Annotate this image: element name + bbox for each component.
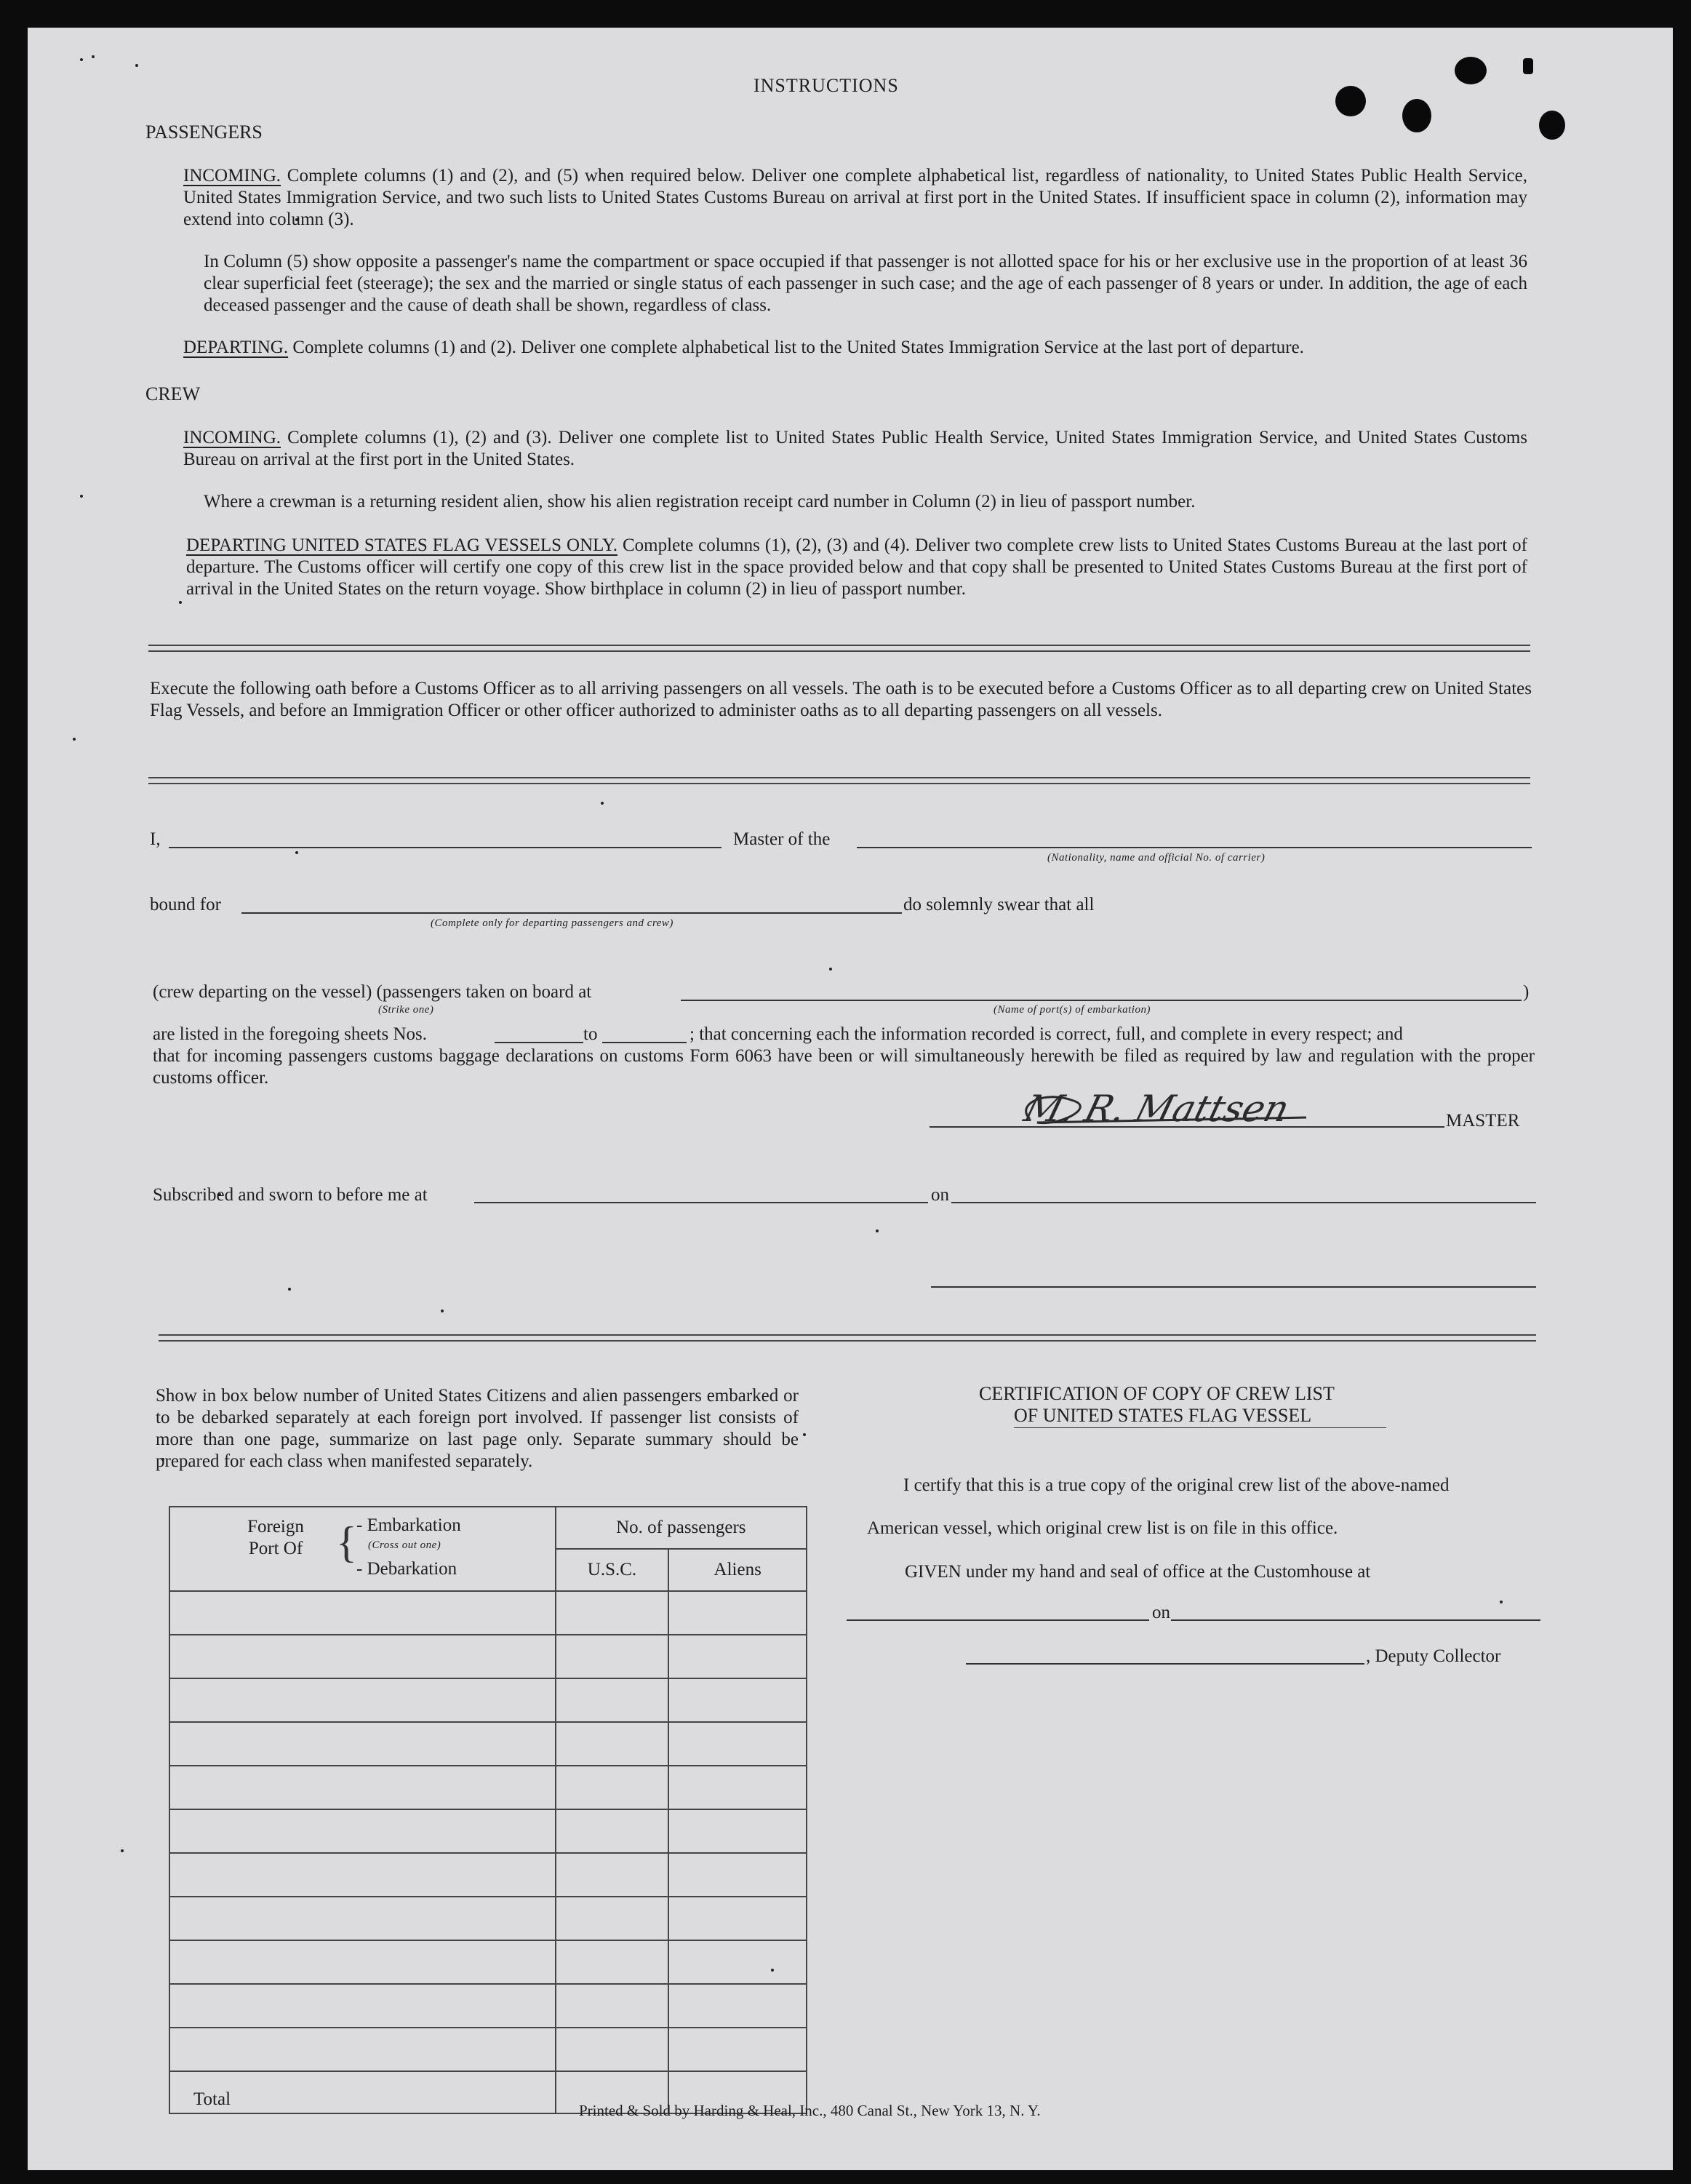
officer-signature-field[interactable] <box>931 1286 1536 1288</box>
usc-header: U.S.C. <box>556 1549 669 1591</box>
speck <box>441 1310 444 1312</box>
sworn-place-field[interactable] <box>474 1202 928 1203</box>
port-cell[interactable] <box>169 2028 556 2071</box>
aliens-cell[interactable] <box>668 2028 807 2071</box>
passengers-heading: PASSENGERS <box>145 121 263 143</box>
certification-on-label: on <box>1152 1603 1170 1622</box>
usc-cell[interactable] <box>556 1897 669 1940</box>
crew-departing-paragraph <box>186 535 1527 600</box>
aliens-cell[interactable] <box>668 1766 807 1809</box>
sheet-from-field[interactable] <box>495 1042 583 1043</box>
aliens-header: Aliens <box>668 1549 807 1591</box>
crew-departing-text: (crew departing on the vessel) (passengers taken on board at <box>153 982 592 1002</box>
listed-to: to <box>583 1024 598 1044</box>
cross-out-caption: (Cross out one) <box>368 1539 441 1551</box>
certification-date-field[interactable] <box>1171 1619 1540 1621</box>
crew-incoming-paragraph <box>183 427 1527 471</box>
port-cell[interactable] <box>169 1722 556 1766</box>
sheet-to-field[interactable] <box>602 1042 687 1043</box>
speck <box>876 1230 879 1232</box>
subscribed-label: Subscribed and sworn to before me at <box>153 1185 428 1205</box>
section-divider <box>159 1334 1536 1342</box>
section-divider <box>148 645 1530 652</box>
crew-incoming-label: INCOMING. <box>183 428 281 447</box>
speck <box>73 738 76 741</box>
bound-for-label: bound for <box>150 895 221 914</box>
summary-row <box>169 1853 807 1897</box>
certify-line2: American vessel, which original crew list is on file in this office. <box>867 1518 1338 1538</box>
speck <box>135 64 138 67</box>
port-caption: (Name of port(s) of embarkation) <box>994 1004 1151 1016</box>
crew-departing-label: DEPARTING UNITED STATES FLAG VESSELS ONLY. <box>186 535 618 555</box>
embarkation-label: - Embarkation <box>356 1515 461 1535</box>
summary-row <box>169 1766 807 1809</box>
usc-cell[interactable] <box>556 2028 669 2071</box>
bound-caption: (Complete only for departing passengers and crew) <box>431 917 673 929</box>
crew-departing-text: Complete columns (1), (2), (3) and (4). Deliver two complete crew lists to United States Customs Bureau at the last port of departure. The Customs officer will certify one copy of this crew list in the space provided below and that copy shall be presented to United States Customs Bureau at the first port of arrival in the United States on the return voyage. Show birthplace in column (2) in lieu of passport number. <box>186 535 1527 599</box>
ink-blot <box>1539 111 1565 140</box>
deputy-signature-field[interactable] <box>966 1663 1364 1665</box>
printer-footer: Printed & Sold by Harding & Heal, Inc., 480 Canal St., New York 13, N. Y. <box>579 2102 1041 2119</box>
summary-row <box>169 2028 807 2071</box>
summary-row <box>169 1678 807 1722</box>
summary-instructions: Show in box below number of United States Citizens and alien passengers embarked or to be debarked separately at each foreign port involved. If passenger list consists of more than one page, summarize on last page only. Separate summary should be prepared for each class when manifested separately. <box>156 1386 799 1471</box>
listed-continuation: that for incoming passengers customs baggage declarations on customs Form 6063 have been or will simultaneously herewith be filed as required by law and regulation with the proper customs officer. <box>153 1046 1535 1088</box>
speck <box>92 55 95 58</box>
master-name-field[interactable] <box>169 847 721 848</box>
master-of-the-label: Master of the <box>733 829 831 849</box>
crew-heading: CREW <box>145 383 201 404</box>
passenger-summary-table <box>169 1506 807 2114</box>
usc-cell[interactable] <box>556 1853 669 1897</box>
summary-row <box>169 1722 807 1766</box>
no-passengers-header: No. of passengers <box>556 1507 807 1549</box>
certify-line1: I certify that this is a true copy of the original crew list of the above-named <box>903 1475 1450 1495</box>
carrier-caption: (Nationality, name and official No. of carrier) <box>1047 852 1266 864</box>
port-cell[interactable] <box>169 1853 556 1897</box>
passengers-incoming-paragraph <box>183 165 1527 231</box>
port-cell[interactable] <box>169 1897 556 1940</box>
summary-row <box>169 1897 807 1940</box>
speck <box>601 802 604 805</box>
summary-row <box>169 1940 807 1984</box>
passengers-departing-paragraph <box>183 337 1527 359</box>
certification-title-underline <box>1014 1427 1386 1428</box>
aliens-cell[interactable] <box>668 1940 807 1984</box>
usc-cell[interactable] <box>556 1678 669 1722</box>
passengers-column5-text: In Column (5) show opposite a passenger's name the compartment or space occupied if that passenger is not allotted space for his or her exclusive use in the proportion of at least 36 clear superficial feet (steerage); the sex and the married or single status of each passenger in such case; and the age of each passenger of 8 years or under. In addition, the age of each deceased passenger and the cause of death shall be shown, regardless of class. <box>204 252 1527 315</box>
debarkation-label: - Debarkation <box>356 1559 457 1579</box>
speck <box>1500 1601 1503 1603</box>
speck <box>80 495 83 498</box>
port-cell[interactable] <box>169 1678 556 1722</box>
oath-i-label: I, <box>150 829 161 849</box>
usc-cell[interactable] <box>556 1809 669 1853</box>
aliens-cell[interactable] <box>668 1853 807 1897</box>
strike-one-caption: (Strike one) <box>378 1004 434 1016</box>
port-cell[interactable] <box>169 1635 556 1678</box>
master-signature: M. R. Mattsen <box>1020 1088 1294 1130</box>
carrier-field[interactable] <box>857 847 1532 848</box>
ink-blot <box>1402 99 1431 132</box>
certification-title-line2: OF UNITED STATES FLAG VESSEL <box>1014 1405 1312 1426</box>
bound-for-field[interactable] <box>241 912 902 914</box>
port-label: Foreign Port Of <box>247 1517 304 1558</box>
section-divider <box>148 777 1530 784</box>
summary-row <box>169 1984 807 2028</box>
crew-resident-text: Where a crewman is a returning resident alien, show his alien registration receipt card number in Column (2) in lieu of passport number. <box>204 492 1196 511</box>
instructions-title: INSTRUCTIONS <box>753 75 899 96</box>
listed-rest: ; that concerning each the information recorded is correct, full, and complete in every respect; and <box>689 1024 1403 1044</box>
port-cell[interactable] <box>169 1809 556 1853</box>
usc-cell[interactable] <box>556 1591 669 1635</box>
summary-row <box>169 1809 807 1853</box>
customhouse-field[interactable] <box>847 1619 1149 1621</box>
usc-cell[interactable] <box>556 1984 669 2028</box>
signature-flourish <box>1015 1083 1321 1141</box>
master-label: MASTER <box>1446 1111 1520 1131</box>
port-cell[interactable] <box>169 1984 556 2028</box>
aliens-cell[interactable] <box>668 1722 807 1766</box>
speck <box>829 968 832 971</box>
speck <box>295 851 298 854</box>
aliens-cell[interactable] <box>668 1591 807 1635</box>
aliens-cell[interactable] <box>668 1897 807 1940</box>
passengers-departing-label: DEPARTING. <box>183 338 289 357</box>
speck <box>288 1288 291 1291</box>
usc-cell[interactable] <box>556 1766 669 1809</box>
port-cell[interactable] <box>169 1591 556 1635</box>
speck <box>803 1433 806 1436</box>
passengers-incoming-label: INCOMING. <box>183 166 281 186</box>
aliens-cell[interactable] <box>668 1678 807 1722</box>
listed-prefix: are listed in the foregoing sheets Nos. <box>153 1024 427 1044</box>
aliens-cell[interactable] <box>668 1809 807 1853</box>
summary-row <box>169 1591 807 1635</box>
total-label: Total <box>169 2071 556 2113</box>
usc-cell[interactable] <box>556 1722 669 1766</box>
summary-row <box>169 1635 807 1678</box>
given-text: GIVEN under my hand and seal of office at the Customhouse at <box>905 1562 1371 1582</box>
port-header <box>169 1507 556 1591</box>
ink-blot <box>1455 57 1487 84</box>
crew-incoming-text: Complete columns (1), (2) and (3). Deliver one complete list to United States Public Health Service, United States Immigration Service, and United States Customs Bureau on arrival at the first port in the United States. <box>183 428 1528 469</box>
passengers-incoming-text: Complete columns (1) and (2), and (5) when required below. Deliver one complete alphabetical list, regardless of nationality, to United States Public Health Service, United States Immigration Service, and two such lists to United States Customs Bureau on arrival at first port in the United States. If insufficient space in column (2), information may extend into column (3). <box>183 166 1528 229</box>
close-paren: ) <box>1523 982 1530 1002</box>
usc-cell[interactable] <box>556 1635 669 1678</box>
passengers-departing-text: Complete columns (1) and (2). Deliver one complete alphabetical list to the United States Immigration Service at the last port of departure. <box>292 338 1304 357</box>
usc-cell[interactable] <box>556 1940 669 1984</box>
certification-title-line1: CERTIFICATION OF COPY OF CREW LIST <box>979 1383 1335 1404</box>
deputy-collector-label: , Deputy Collector <box>1366 1646 1501 1666</box>
brace-symbol: { <box>336 1518 357 1566</box>
aliens-cell[interactable] <box>668 1984 807 2028</box>
speck <box>80 58 83 61</box>
aliens-cell[interactable] <box>668 1635 807 1678</box>
speck <box>121 1849 124 1852</box>
port-cell[interactable] <box>169 1940 556 1984</box>
sworn-on-label: on <box>931 1185 949 1205</box>
ink-blot <box>1335 86 1366 116</box>
sworn-date-field[interactable] <box>951 1202 1536 1203</box>
ink-blot <box>1523 58 1533 74</box>
port-cell[interactable] <box>169 1766 556 1809</box>
oath-intro: Execute the following oath before a Customs Officer as to all arriving passengers on all vessels. The oath is to be executed before a Customs Officer as to all departing crew on United States Flag Vessels, and before an Immigration Officer or other officer authorized to administer oaths as to all departing passengers on all vessels. <box>150 679 1532 720</box>
embarkation-port-field[interactable] <box>681 1000 1522 1001</box>
speck <box>179 601 182 604</box>
swear-text: do solemnly swear that all <box>903 895 1095 914</box>
